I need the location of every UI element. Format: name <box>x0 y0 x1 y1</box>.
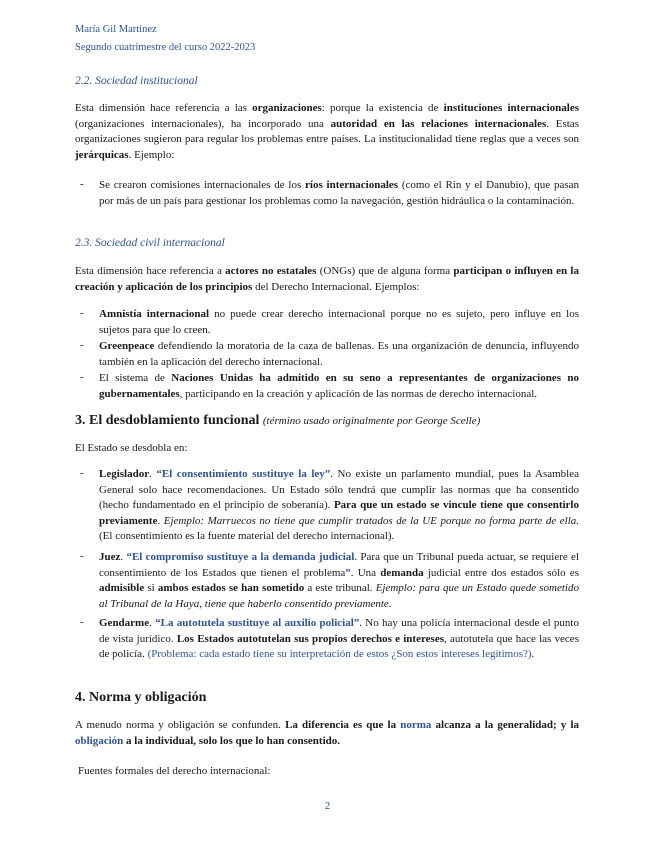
section-2-3-bullet-2: Greenpeace defendiendo la moratoria de la caza de ballenas. Es una organización de denuncia, influyendo también en la aplicación del derecho internacional. <box>99 340 579 368</box>
section-2-2-paragraph: Esta dimensión hace referencia a las organizaciones: porque la existencia de instituciones internacionales (organizaciones internacionales), ha incorporado una autoridad en las relaciones internacionales. Estas organizaciones sugieron para regular los problemas entre países. La institucionalidad tiene reglas que a veces son jerárquicas. Ejemplo: <box>75 102 579 161</box>
bullet-dash: - <box>80 616 84 628</box>
section-2-3-bullet-1: Amnistía internacional no puede crear derecho internacional porque no es sujeto, pero influye en los sujetos para que lo creen. <box>99 308 579 336</box>
section-2-3-bullet-3: El sistema de Naciones Unidas ha admitido en su seno a representantes de organizaciones no gubernamentales, participando en la creación y aplicación de las normas de derecho internacional. <box>99 372 580 400</box>
header-course: Segundo cuatrimestre del curso 2022-2023 <box>75 42 256 53</box>
section-3-bullet-legislador: Legislador. “El consentimiento sustituye la ley”. No existe un parlamento mundial, pues la Asamblea General solo hace recomendaciones. Un Estado sólo tendrá que cumplir las normas que ha consentido (hecho fundamentado en el principio de soberanía). Para que un estado se vincule tiene que consentirlo previamente. Ejemplo: Marruecos no tiene que cumplir tratados de la UE porque no forma parte de ella. (El consentimiento es la fuente material del derecho internacional). <box>99 468 580 542</box>
page-number: 2 <box>324 800 331 812</box>
section-3-bullet-gendarme: Gendarme. “La autotutela sustituye al auxilio policial”. No hay una policía internacional desde el punto de vista jurídico. Los Estados autotutelan sus propios derechos e intereses, autotutela que hace las veces de policía. (Problema: cada estado tiene su interpretación de estos ¿Son estos intereses legítimos?). <box>99 617 579 660</box>
bullet-dash: - <box>80 307 84 319</box>
section-3-bullet-juez: Juez. “El compromiso sustituye a la demanda judicial. Para que un Tribunal pueda actuar, se requiere el consentimiento de los Estados que tienen el problema”. Una demanda judicial entre dos estados sólo es admisible si ambos estados se han sometido a este tribunal. Ejemplo: para que un Estado quede sometido al Tribunal de la Haya, tiene que haberlo consentido previamente. <box>99 551 580 610</box>
section-2-3-heading: 2.3. Sociedad civil internacional <box>75 237 225 249</box>
bullet-dash: - <box>80 178 84 190</box>
section-3-intro: El Estado se desdobla en: <box>75 442 188 454</box>
header-author: María Gil Martínez <box>75 24 157 35</box>
bullet-dash: - <box>80 371 84 383</box>
section-3-heading: 3. El desdoblamiento funcional (término usado originalmente por George Scelle) <box>75 413 481 428</box>
bullet-dash: - <box>80 550 84 562</box>
section-2-3-paragraph: Esta dimensión hace referencia a actores no estatales (ONGs) que de alguna forma participan o influyen en la creación y aplicación de los principios del Derecho Internacional. Ejemplos: <box>75 265 579 293</box>
section-2-2-bullet: Se crearon comisiones internacionales de los ríos internacionales (como el Rin y el Danubio), que pasan por más de un país para gestionar los problemas como la navegación, gestión hidráulica o la contaminación. <box>99 179 579 207</box>
section-2-2-heading: 2.2. Sociedad institucional <box>75 75 198 87</box>
bullet-dash: - <box>80 467 84 479</box>
section-4-heading: 4. Norma y obligación <box>75 690 207 705</box>
section-4-paragraph: A menudo norma y obligación se confunden. La diferencia es que la norma alcanza a la generalidad; y la obligación a la individual, solo los que lo han consentido. <box>75 719 580 747</box>
section-4-sources-intro: Fuentes formales del derecho internacional: <box>78 765 271 777</box>
bullet-dash: - <box>80 339 84 351</box>
